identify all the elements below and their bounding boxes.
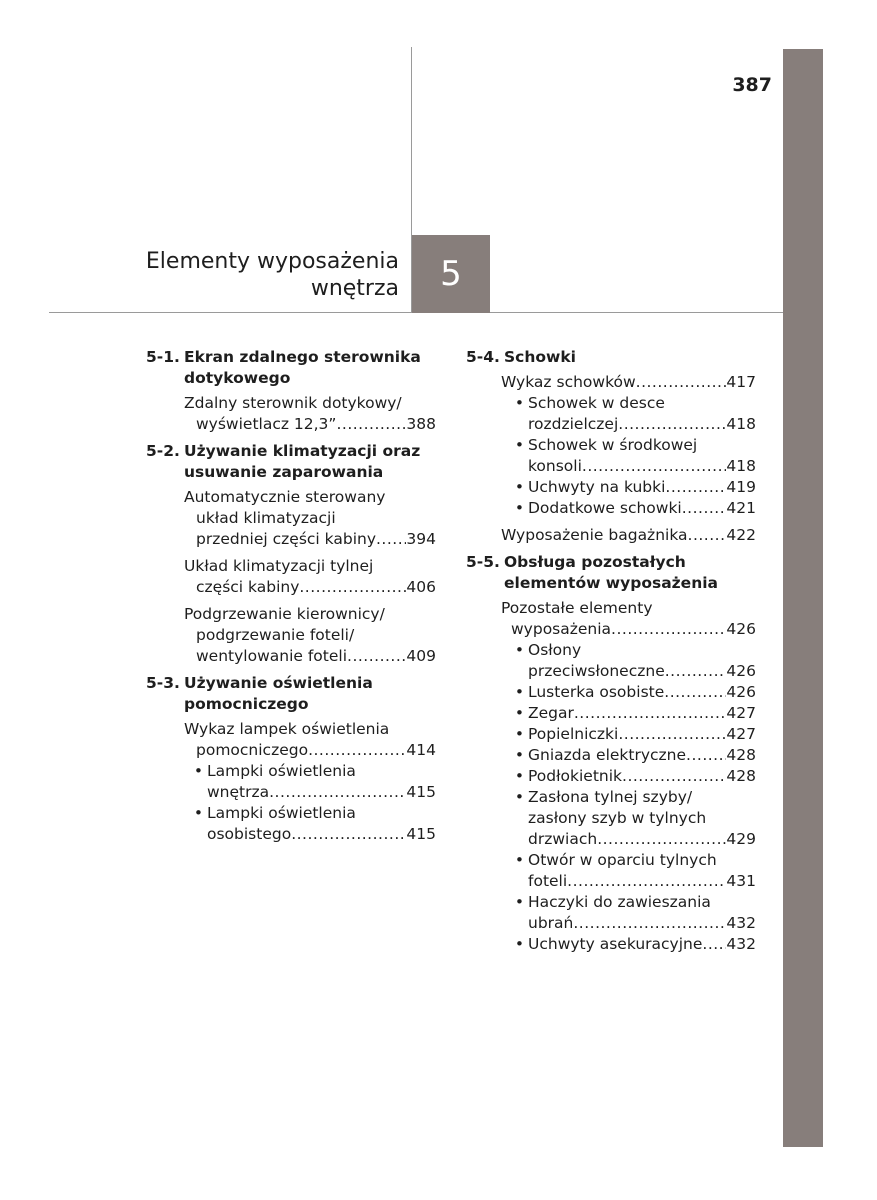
entry-text: pomocniczego <box>196 741 309 759</box>
entry-text: Lampki oświetlenia <box>207 762 356 780</box>
entry-page: 415 <box>406 783 436 801</box>
entry-page: 431 <box>726 872 756 890</box>
toc-bullet-entry[interactable] <box>466 393 756 435</box>
toc-entry[interactable] <box>466 372 756 393</box>
bullet-icon: • <box>514 725 525 743</box>
entry-text: Zasłona tylnej szyby/ <box>528 788 693 806</box>
leader-dots <box>291 824 406 845</box>
entry-text: Uchwyty na kubki <box>528 478 666 496</box>
chapter-number-box <box>412 235 490 313</box>
toc-entry[interactable] <box>466 525 756 546</box>
leader-dots <box>688 525 727 546</box>
entry-text: Zdalny sterownik dotykowy/ <box>184 394 402 412</box>
section-title: Ekran zdalnego sterownika dotykowego <box>184 348 421 387</box>
entry-text: przeciwsłoneczne <box>528 662 665 680</box>
entry-text: Układ klimatyzacji tylnej <box>184 557 374 575</box>
leader-dots <box>622 766 726 787</box>
bullet-icon: • <box>514 641 525 659</box>
toc-entry[interactable] <box>146 556 436 598</box>
entry-text: wyposażenia <box>511 620 612 638</box>
entry-page: 409 <box>406 647 436 665</box>
section-number: 5-5. <box>466 553 500 571</box>
entry-page: 428 <box>726 746 756 764</box>
entry-page: 432 <box>726 935 756 953</box>
leader-dots <box>573 913 726 934</box>
entry-text: Wykaz lampek oświetlenia <box>184 720 390 738</box>
leader-dots <box>618 724 726 745</box>
toc-entry[interactable] <box>146 604 436 667</box>
leader-dots <box>665 477 726 498</box>
entry-text: Wykaz schowków <box>501 373 636 391</box>
entry-page: 418 <box>726 457 756 475</box>
bullet-icon: • <box>514 436 525 454</box>
entry-text: Podłokietnik <box>528 767 623 785</box>
toc-bullet-entry[interactable] <box>466 724 756 745</box>
toc-right-column <box>466 347 756 955</box>
entry-text: rozdzielczej <box>528 415 619 433</box>
entry-text: foteli <box>528 872 568 890</box>
chapter-title <box>146 248 399 302</box>
entry-page: 419 <box>726 478 756 496</box>
entry-page: 421 <box>726 499 756 517</box>
toc-bullet-entry[interactable] <box>146 761 436 803</box>
entry-text: Zegar <box>528 704 574 722</box>
toc-bullet-entry[interactable] <box>466 703 756 724</box>
section-number: 5-4. <box>466 348 500 366</box>
toc-bullet-entry[interactable] <box>466 934 756 955</box>
bullet-icon: • <box>514 788 525 806</box>
bullet-icon: • <box>514 394 525 412</box>
entry-page: 414 <box>406 741 436 759</box>
leader-dots <box>567 871 726 892</box>
section-title: Obsługa pozostałych elementów wyposażenia <box>504 553 719 592</box>
leader-dots <box>597 829 726 850</box>
entry-text: Uchwyty asekuracyjne <box>528 935 703 953</box>
bullet-icon: • <box>514 767 525 785</box>
leader-dots <box>636 372 727 393</box>
section-title: Używanie oświetlenia pomocniczego <box>184 674 373 713</box>
entry-text: Lampki oświetlenia <box>207 804 356 822</box>
toc-bullet-entry[interactable] <box>466 477 756 498</box>
toc-section[interactable] <box>146 673 436 715</box>
bullet-icon: • <box>514 683 525 701</box>
chapter-title-line: Elementy wyposażenia <box>145 249 399 274</box>
entry-text: Osłony <box>528 641 582 659</box>
leader-dots <box>664 682 726 703</box>
entry-page: 429 <box>726 830 756 848</box>
entry-text: Gniazda elektryczne <box>528 746 687 764</box>
toc-bullet-entry[interactable] <box>466 640 756 682</box>
entry-page: 417 <box>726 373 756 391</box>
leader-dots <box>299 577 406 598</box>
toc-section[interactable] <box>146 347 436 389</box>
section-number: 5-1. <box>146 348 180 366</box>
entry-page: 426 <box>726 620 756 638</box>
entry-text: zasłony szyb w tylnych <box>528 809 707 827</box>
leader-dots <box>682 498 727 519</box>
section-title: Używanie klimatyzacji oraz usuwanie zaparowania <box>184 442 421 481</box>
entry-text: przedniej części kabiny <box>196 530 376 548</box>
toc-left-column <box>146 347 436 845</box>
entry-text: konsoli <box>528 457 582 475</box>
leader-dots <box>618 414 726 435</box>
bullet-icon: • <box>514 746 525 764</box>
leader-dots <box>665 661 727 682</box>
entry-page: 415 <box>406 825 436 843</box>
toc-entry[interactable] <box>466 598 756 640</box>
toc-bullet-entry[interactable] <box>466 682 756 703</box>
toc-entry[interactable] <box>146 487 436 550</box>
entry-page: 427 <box>726 725 756 743</box>
toc-bullet-entry[interactable] <box>466 745 756 766</box>
leader-dots <box>347 646 406 667</box>
entry-text: Wyposażenie bagażnika <box>501 526 688 544</box>
bullet-icon: • <box>193 762 204 780</box>
leader-dots <box>376 529 406 550</box>
entry-text: Schowek w środkowej <box>528 436 698 454</box>
bullet-icon: • <box>514 499 525 517</box>
leader-dots <box>308 740 406 761</box>
leader-dots <box>686 745 726 766</box>
entry-text: Lusterka osobiste <box>528 683 665 701</box>
entry-text: Otwór w oparciu tylnych <box>528 851 717 869</box>
toc-section[interactable] <box>466 552 756 594</box>
entry-page: 432 <box>726 914 756 932</box>
entry-text: ubrań <box>528 914 574 932</box>
bullet-icon: • <box>514 935 525 953</box>
toc-bullet-entry[interactable] <box>466 850 756 892</box>
entry-text: Podgrzewanie kierownicy/ <box>184 605 385 623</box>
entry-text: podgrzewanie foteli/ <box>196 626 355 644</box>
chapter-number: 5 <box>440 254 462 294</box>
leader-dots <box>702 934 726 955</box>
leader-dots <box>574 703 727 724</box>
toc-bullet-entry[interactable] <box>466 766 756 787</box>
entry-text: Schowek w desce <box>528 394 665 412</box>
entry-text: wentylowanie foteli <box>196 647 348 665</box>
leader-dots <box>336 414 406 435</box>
entry-text: Haczyki do zawieszania <box>528 893 711 911</box>
leader-dots <box>582 456 727 477</box>
entry-page: 428 <box>726 767 756 785</box>
entry-page: 388 <box>406 415 436 433</box>
toc-bullet-entry[interactable] <box>466 787 756 850</box>
entry-page: 426 <box>726 683 756 701</box>
section-number: 5-3. <box>146 674 180 692</box>
entry-page: 426 <box>726 662 756 680</box>
bullet-icon: • <box>514 704 525 722</box>
entry-text: drzwiach <box>528 830 598 848</box>
entry-page: 418 <box>726 415 756 433</box>
entry-text: części kabiny <box>196 578 300 596</box>
entry-text: Pozostałe elementy <box>501 599 653 617</box>
section-title: Schowki <box>504 348 576 366</box>
toc-section[interactable] <box>466 347 756 368</box>
toc-bullet-entry[interactable] <box>146 803 436 845</box>
entry-text: Popielniczki <box>528 725 619 743</box>
entry-text: wyświetlacz 12,3” <box>196 415 337 433</box>
toc-bullet-entry[interactable] <box>466 498 756 519</box>
chapter-tab-bar <box>783 49 823 1147</box>
toc-entry[interactable] <box>146 393 436 435</box>
bullet-icon: • <box>514 478 525 496</box>
entry-text: układ klimatyzacji <box>196 509 336 527</box>
toc-section[interactable] <box>146 441 436 483</box>
toc-bullet-entry[interactable] <box>466 892 756 934</box>
entry-page: 427 <box>726 704 756 722</box>
section-number: 5-2. <box>146 442 180 460</box>
leader-dots <box>611 619 726 640</box>
toc-bullet-entry[interactable] <box>466 435 756 477</box>
entry-text: osobistego <box>207 825 292 843</box>
entry-page: 422 <box>726 526 756 544</box>
entry-page: 394 <box>406 530 436 548</box>
entry-text: wnętrza <box>207 783 270 801</box>
page-number: 387 <box>732 74 772 96</box>
entry-text: Automatycznie sterowany <box>184 488 386 506</box>
entry-page: 406 <box>406 578 436 596</box>
bullet-icon: • <box>514 851 525 869</box>
toc-entry[interactable] <box>146 719 436 761</box>
leader-dots <box>269 782 406 803</box>
chapter-title-line: wnętrza <box>310 276 399 301</box>
bullet-icon: • <box>193 804 204 822</box>
bullet-icon: • <box>514 893 525 911</box>
entry-text: Dodatkowe schowki <box>528 499 682 517</box>
